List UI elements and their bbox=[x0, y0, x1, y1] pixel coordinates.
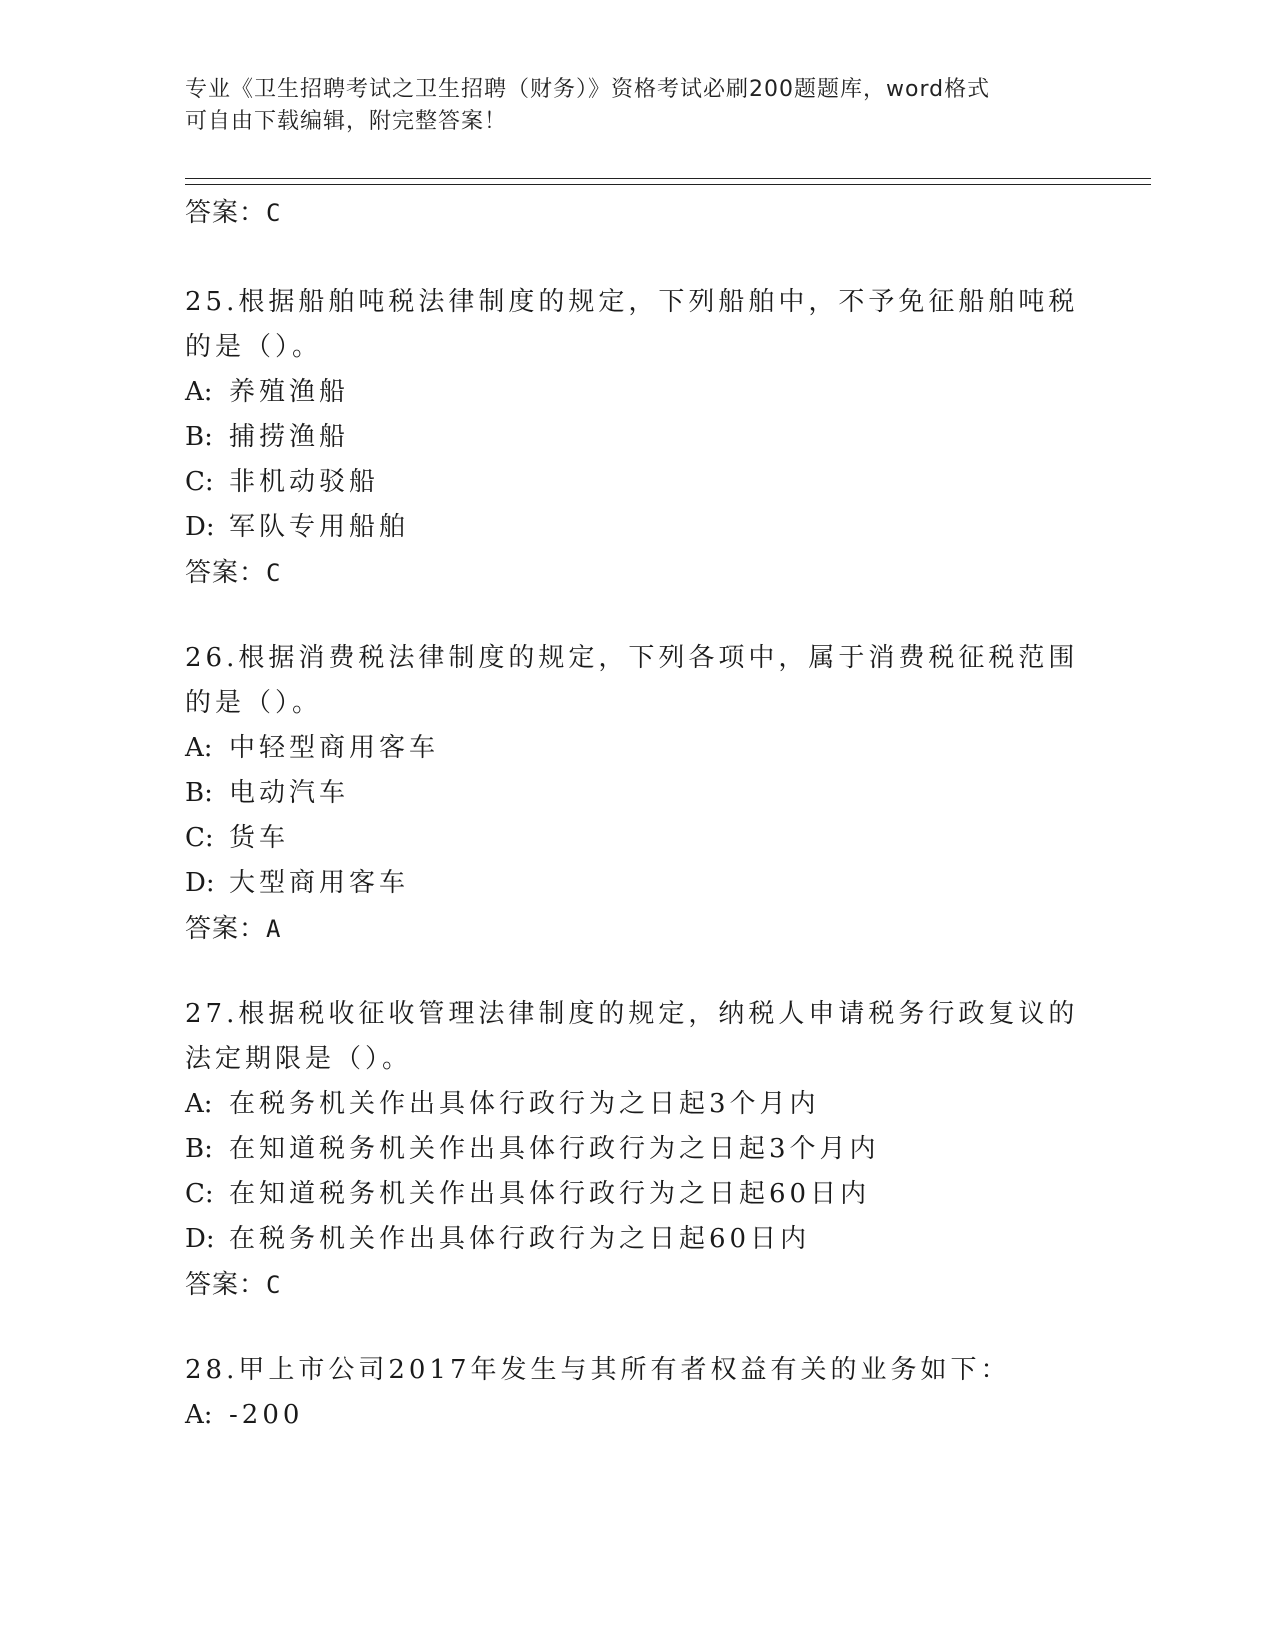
answer-value: C bbox=[266, 199, 282, 227]
header-title-line-1: 专业《卫生招聘考试之卫生招聘（财务）》资格考试必刷200题题库，word格式 bbox=[185, 77, 991, 102]
option-letter: B: bbox=[185, 778, 213, 808]
question-stem: 25.根据船舶吨税法律制度的规定，下列船舶中，不予免征船舶吨税的是（）。 bbox=[185, 287, 1079, 362]
option-text: 在税务机关作出具体行政行为之日起60日内 bbox=[229, 1224, 811, 1254]
answer bbox=[185, 1262, 1085, 1308]
option-a bbox=[185, 1082, 1085, 1127]
option-text: 养殖渔船 bbox=[229, 377, 350, 407]
option-a bbox=[185, 1393, 1085, 1438]
option-text: 非机动驳船 bbox=[229, 467, 380, 497]
option-letter: B: bbox=[185, 422, 213, 452]
answer-label: 答案： bbox=[185, 198, 267, 228]
option-letter: C: bbox=[185, 1179, 214, 1209]
previous-answer bbox=[185, 190, 1085, 236]
option-text: 军队专用船舶 bbox=[229, 512, 410, 542]
option-letter: A: bbox=[185, 1400, 213, 1430]
question-28 bbox=[185, 1348, 1085, 1438]
option-letter: B: bbox=[185, 1134, 213, 1164]
question-stem: 28.甲上市公司2017年发生与其所有者权益有关的业务如下： bbox=[185, 1355, 1011, 1385]
option-letter: D: bbox=[185, 512, 215, 542]
header-divider bbox=[185, 178, 1151, 185]
question-stem: 27.根据税收征收管理法律制度的规定，纳税人申请税务行政复议的法定期限是（）。 bbox=[185, 999, 1079, 1074]
answer-label: 答案： bbox=[185, 914, 267, 944]
option-text: 电动汽车 bbox=[229, 778, 350, 808]
answer bbox=[185, 550, 1085, 596]
option-letter: A: bbox=[185, 1089, 213, 1119]
option-a bbox=[185, 370, 1085, 415]
option-letter: A: bbox=[185, 733, 213, 763]
option-b bbox=[185, 771, 1085, 816]
page-header bbox=[185, 74, 1085, 138]
answer-value: C bbox=[266, 559, 282, 587]
answer-label: 答案： bbox=[185, 1270, 267, 1300]
option-letter: D: bbox=[185, 868, 215, 898]
option-letter: A: bbox=[185, 377, 213, 407]
option-c bbox=[185, 1172, 1085, 1217]
option-d bbox=[185, 505, 1085, 550]
answer-value: A bbox=[266, 915, 282, 943]
option-d bbox=[185, 861, 1085, 906]
answer bbox=[185, 906, 1085, 952]
option-a bbox=[185, 726, 1085, 771]
answer-value: C bbox=[266, 1271, 282, 1299]
question-27 bbox=[185, 992, 1085, 1308]
option-text: 在知道税务机关作出具体行政行为之日起3个月内 bbox=[229, 1134, 880, 1164]
option-text: 中轻型商用客车 bbox=[229, 733, 440, 763]
option-letter: D: bbox=[185, 1224, 215, 1254]
option-d bbox=[185, 1217, 1085, 1262]
option-b bbox=[185, 1127, 1085, 1172]
header-title-line-2: 可自由下载编辑，附完整答案！ bbox=[185, 109, 508, 134]
option-letter: C: bbox=[185, 467, 214, 497]
question-25 bbox=[185, 280, 1085, 596]
option-text: 在知道税务机关作出具体行政行为之日起60日内 bbox=[229, 1179, 871, 1209]
option-c bbox=[185, 816, 1085, 861]
option-text: 大型商用客车 bbox=[229, 868, 410, 898]
option-text: -200 bbox=[229, 1400, 304, 1430]
option-text: 货车 bbox=[229, 823, 290, 853]
option-text: 捕捞渔船 bbox=[229, 422, 350, 452]
option-letter: C: bbox=[185, 823, 214, 853]
question-stem: 26.根据消费税法律制度的规定，下列各项中，属于消费税征税范围的是（）。 bbox=[185, 643, 1079, 718]
option-text: 在税务机关作出具体行政行为之日起3个月内 bbox=[229, 1089, 820, 1119]
option-b bbox=[185, 415, 1085, 460]
option-c bbox=[185, 460, 1085, 505]
answer-label: 答案： bbox=[185, 558, 267, 588]
question-list bbox=[185, 190, 1085, 1438]
question-26 bbox=[185, 636, 1085, 952]
